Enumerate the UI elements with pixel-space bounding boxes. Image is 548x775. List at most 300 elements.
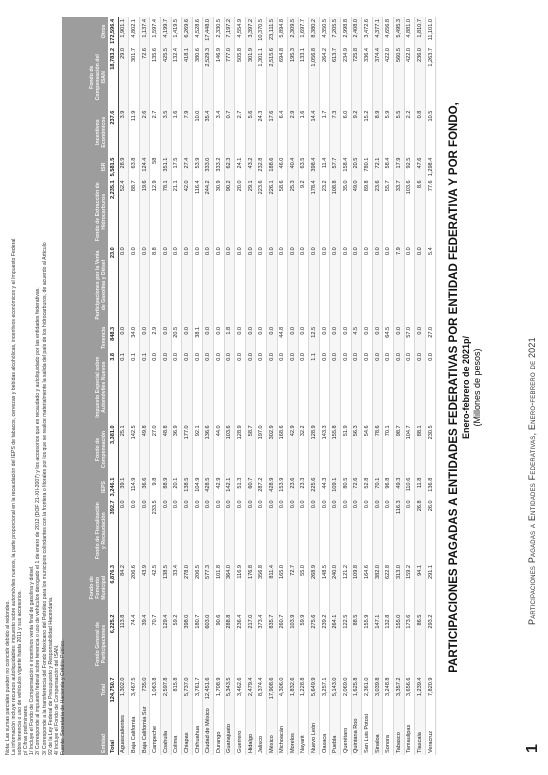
value-cell: 1,697.7 xyxy=(298,17,309,46)
value-cell: 49.0 xyxy=(351,178,362,245)
value-cell: 1,419.5 xyxy=(171,17,182,46)
value-cell: 0.1 xyxy=(129,351,140,423)
total-row xyxy=(108,17,118,755)
value-cell: 0.0 xyxy=(118,245,129,325)
value-cell: 116.9 xyxy=(235,563,246,613)
value-cell: 33.4 xyxy=(171,563,182,613)
table-row xyxy=(118,17,129,755)
value-cell: 0.0 xyxy=(319,245,330,325)
value-cell: 128.9 xyxy=(235,423,246,475)
value-cell: 72.1 xyxy=(372,156,383,179)
value-cell: 55.7 xyxy=(383,178,394,245)
value-cell: 811.4 xyxy=(266,563,277,613)
value-cell: 0.0 xyxy=(330,245,341,325)
state-cell: Baja California xyxy=(129,704,140,755)
value-cell: 287.2 xyxy=(256,476,267,499)
value-cell: 288.8 xyxy=(224,613,235,676)
table-row xyxy=(192,17,203,755)
value-cell xyxy=(436,178,437,245)
value-cell: 1,832.6 xyxy=(288,675,299,704)
value-cell: 92.5 xyxy=(404,156,415,179)
column-header: Total xyxy=(62,675,108,704)
value-cell: 46.0 xyxy=(277,156,288,179)
value-cell: 0.0 xyxy=(415,245,426,325)
value-cell: 23.6 xyxy=(288,476,299,499)
value-cell: 88.1 xyxy=(415,423,426,475)
value-cell: 0.0 xyxy=(203,498,214,563)
value-cell: 96.8 xyxy=(383,476,394,499)
value-cell: 236.4 xyxy=(235,613,246,676)
table-container xyxy=(59,17,437,755)
value-cell: 0.0 xyxy=(288,325,299,351)
state-cell xyxy=(436,704,437,755)
value-cell: 35.4 xyxy=(203,109,214,156)
value-cell: 25.3 xyxy=(288,178,299,245)
value-cell: 197.0 xyxy=(256,423,267,475)
value-cell: 0.0 xyxy=(235,325,246,351)
state-cell: Campeche xyxy=(150,704,161,755)
column-header: Fondo de Fiscalización y Recaudación xyxy=(62,498,108,563)
value-cell: 11.4 xyxy=(319,156,330,179)
value-cell: 147.1 xyxy=(372,613,383,676)
value-cell: 51.9 xyxy=(341,423,352,475)
value-cell: 148.5 xyxy=(319,563,330,613)
table-row xyxy=(235,17,246,755)
value-cell: 24.3 xyxy=(256,109,267,156)
value-cell xyxy=(436,476,437,499)
value-cell: 3.8 xyxy=(108,351,118,423)
state-cell: Puebla xyxy=(330,704,341,755)
value-cell: 398.4 xyxy=(309,156,320,179)
value-cell: 225.6 xyxy=(309,476,320,499)
value-cell xyxy=(436,498,437,563)
value-cell xyxy=(436,675,437,704)
value-cell: 72.6 xyxy=(351,476,362,499)
value-cell: 188.6 xyxy=(266,156,277,179)
value-cell: 1,228.8 xyxy=(298,675,309,704)
table-row xyxy=(298,17,309,755)
value-cell: 223.6 xyxy=(256,178,267,245)
column-header: Entidad xyxy=(62,704,108,755)
value-cell: 301.9 xyxy=(245,46,256,109)
value-cell: 2,361.0 xyxy=(362,675,373,704)
value-cell: 0.0 xyxy=(245,351,256,423)
value-cell: 4,350.5 xyxy=(319,17,330,46)
value-cell: 206.6 xyxy=(129,563,140,613)
value-cell: 116.4 xyxy=(192,178,203,245)
value-cell: 35.0 xyxy=(341,178,352,245)
column-header: ISR xyxy=(62,156,108,179)
column-header: Fondo de Compensación del ISAN xyxy=(62,46,108,109)
value-cell: 24.1 xyxy=(235,156,246,179)
value-cell: 88.9 xyxy=(160,476,171,499)
value-cell: 268.9 xyxy=(309,563,320,613)
column-header: IEPS xyxy=(62,476,108,499)
value-cell: 0.0 xyxy=(235,498,246,563)
state-cell: Aguascalientes xyxy=(118,704,129,755)
value-cell: 0.0 xyxy=(383,245,394,325)
value-cell: 0.0 xyxy=(288,351,299,423)
table-row xyxy=(171,17,182,755)
value-cell: 0.0 xyxy=(192,498,203,563)
value-cell: 0.1 xyxy=(139,351,150,423)
value-cell: 234.9 xyxy=(341,46,352,109)
value-cell: 577.3 xyxy=(203,563,214,613)
state-cell: Guerrero xyxy=(235,704,246,755)
value-cell: 29.0 xyxy=(118,46,129,109)
value-cell: 52.4 xyxy=(118,178,129,245)
value-cell: 264.2 xyxy=(319,46,330,109)
value-cell: 0.0 xyxy=(362,325,373,351)
value-cell: 3,381.0 xyxy=(108,423,118,475)
page-number: 1 xyxy=(524,744,541,753)
table-row xyxy=(245,17,256,755)
value-cell: 9.2 xyxy=(351,109,362,156)
value-cell: 333.0 xyxy=(203,156,214,179)
value-cell: 0.0 xyxy=(298,351,309,423)
running-header xyxy=(527,337,537,625)
state-cell: Tabasco xyxy=(394,704,405,755)
value-cell: 70.7 xyxy=(150,613,161,676)
header-row xyxy=(62,17,108,755)
value-cell: 11.9 xyxy=(129,109,140,156)
value-cell: 291.1 xyxy=(425,563,436,613)
value-cell: 64.5 xyxy=(383,325,394,351)
value-cell: 180.7 xyxy=(192,613,203,676)
value-cell: 6.0 xyxy=(341,109,352,156)
value-cell: 0.0 xyxy=(160,325,171,351)
state-cell: Michoacán xyxy=(277,704,288,755)
column-header: Participaciones por la Venta de Gasolina y Diésel xyxy=(62,245,108,325)
value-cell: 103.9 xyxy=(288,613,299,676)
value-cell: 138.5 xyxy=(160,563,171,613)
participaciones-table xyxy=(59,17,437,755)
value-cell: 5,649.9 xyxy=(309,675,320,704)
value-cell: 36.9 xyxy=(171,423,182,475)
value-cell: 5,737.0 xyxy=(182,675,193,704)
table-row xyxy=(266,17,277,755)
value-cell: 815.8 xyxy=(171,675,182,704)
value-cell: 94.1 xyxy=(415,563,426,613)
value-cell xyxy=(436,351,437,423)
value-cell: 20.5 xyxy=(351,156,362,179)
value-cell: 29.1 xyxy=(245,178,256,245)
value-cell: 0.0 xyxy=(277,498,288,563)
value-cell: 275.6 xyxy=(309,613,320,676)
value-cell xyxy=(436,245,437,325)
value-cell: 422.0 xyxy=(383,46,394,109)
value-cell: 0.0 xyxy=(341,325,352,351)
table-row xyxy=(372,17,383,755)
value-cell: 0.0 xyxy=(224,245,235,325)
value-cell: 0.0 xyxy=(298,245,309,325)
value-cell: 58.6 xyxy=(277,178,288,245)
value-cell: 0.0 xyxy=(362,498,373,563)
value-cell: 23.0 xyxy=(108,245,118,325)
value-cell: 0.0 xyxy=(404,498,415,563)
value-cell: 0.0 xyxy=(245,245,256,325)
value-cell: 3,246.1 xyxy=(108,476,118,499)
value-cell xyxy=(436,46,437,109)
value-cell: 10.5 xyxy=(425,109,436,156)
table-row xyxy=(256,17,267,755)
value-cell: 233.5 xyxy=(150,498,161,563)
state-cell: Colima xyxy=(171,704,182,755)
value-cell: 42.9 xyxy=(288,423,299,475)
value-cell: 20.0 xyxy=(235,178,246,245)
value-cell: 92.1 xyxy=(192,423,203,475)
value-cell: 0.0 xyxy=(245,325,256,351)
value-cell: 5,894.8 xyxy=(277,17,288,46)
value-cell: 173.6 xyxy=(404,613,415,676)
value-cell: 2.9 xyxy=(288,109,299,156)
value-cell: 62.3 xyxy=(224,156,235,179)
value-cell: 777.0 xyxy=(224,46,235,109)
value-cell: 51.3 xyxy=(235,476,246,499)
value-cell: 425.5 xyxy=(160,46,171,109)
table-row xyxy=(394,17,405,755)
value-cell: 124.4 xyxy=(139,156,150,179)
value-cell: 34.0 xyxy=(129,325,140,351)
value-cell: 0.0 xyxy=(372,325,383,351)
value-cell: 7.9 xyxy=(394,245,405,325)
value-cell: 42.0 xyxy=(182,178,193,245)
value-cell: 136.8 xyxy=(425,476,436,499)
value-cell: 0.0 xyxy=(319,351,330,423)
value-cell: 122.5 xyxy=(341,613,352,676)
value-cell: 4,199.7 xyxy=(160,17,171,46)
value-cell: 0.0 xyxy=(171,245,182,325)
value-cell: 780.1 xyxy=(362,156,373,179)
footnote-line: 92 de la Ley Federal de Presupuesto y Responsabilidad Hacendaria. xyxy=(47,596,54,755)
value-cell: 0.0 xyxy=(256,351,267,423)
value-cell: 138.5 xyxy=(182,476,193,499)
value-cell: 178.4 xyxy=(309,178,320,245)
value-cell: 3,357.2 xyxy=(394,675,405,704)
value-cell: 0.0 xyxy=(160,498,171,563)
value-cell: 1.1 xyxy=(309,351,320,423)
column-header: Fondo de Extracción de Hidrocarburos xyxy=(62,178,108,245)
value-cell: 603.0 xyxy=(203,613,214,676)
value-cell: 2,235.1 xyxy=(108,178,118,245)
value-cell: 63.8 xyxy=(129,156,140,179)
value-cell: 1,302.0 xyxy=(118,675,129,704)
value-cell: 0.0 xyxy=(139,325,150,351)
units-label: (Millones de pesos) xyxy=(472,348,482,427)
value-cell: 27.4 xyxy=(182,156,193,179)
value-cell: 55.0 xyxy=(298,563,309,613)
column-header: Impuesto Especial sobre Automóviles Nuevos xyxy=(62,351,108,423)
value-cell: 155.0 xyxy=(394,613,405,676)
value-cell: 88.5 xyxy=(351,613,362,676)
value-cell: 195.3 xyxy=(288,46,299,109)
value-cell: 735.0 xyxy=(139,675,150,704)
value-cell: 98.7 xyxy=(394,423,405,475)
value-cell: 42.5 xyxy=(150,563,161,613)
state-cell: Sinaloa xyxy=(372,704,383,755)
footnote-line: Fuente: Secretaría de Hacienda y Crédito Público. xyxy=(59,639,66,755)
value-cell: 0.0 xyxy=(129,498,140,563)
state-cell: Morelos xyxy=(288,704,299,755)
value-cell: 116.3 xyxy=(394,498,405,563)
value-cell: 132.4 xyxy=(171,46,182,109)
value-cell: 0.0 xyxy=(203,325,214,351)
state-cell: Oaxaca xyxy=(319,704,330,755)
value-cell: 1,063.8 xyxy=(150,675,161,704)
value-cell: 0.0 xyxy=(362,245,373,325)
value-cell: 1,625.8 xyxy=(351,675,362,704)
value-cell: 0.0 xyxy=(309,498,320,563)
value-cell: 11,101.0 xyxy=(425,17,436,46)
table-row xyxy=(415,17,426,755)
value-cell: 44.0 xyxy=(213,423,224,475)
value-cell: 0.0 xyxy=(351,351,362,423)
value-cell: 0.0 xyxy=(245,498,256,563)
value-cell: 3.4 xyxy=(213,109,224,156)
state-cell: Chiapas xyxy=(182,704,193,755)
value-cell: 78.6 xyxy=(372,423,383,475)
value-cell: 0.0 xyxy=(425,351,436,423)
value-cell: 53.9 xyxy=(192,156,203,179)
value-cell: 0.0 xyxy=(351,245,362,325)
footnote-line: sobre tenencia o uso de vehículos vigente hasta 2011 y sus accesorios. xyxy=(17,590,24,755)
value-cell xyxy=(436,423,437,475)
value-cell: 0.0 xyxy=(415,351,426,423)
value-cell: 2,069.0 xyxy=(341,675,352,704)
value-cell: 27.0 xyxy=(150,423,161,475)
value-cell: 0.1 xyxy=(118,351,129,423)
value-cell: 155.8 xyxy=(330,423,341,475)
value-cell: 7.9 xyxy=(182,109,193,156)
value-cell: 302.9 xyxy=(266,423,277,475)
value-cell: 164.6 xyxy=(362,563,373,613)
value-cell: 2,998.8 xyxy=(341,17,352,46)
value-cell: 0.0 xyxy=(277,351,288,423)
table-row xyxy=(224,17,235,755)
value-cell: 7,820.9 xyxy=(425,675,436,704)
value-cell: 374.4 xyxy=(372,46,383,109)
value-cell: 176.8 xyxy=(245,563,256,613)
value-cell: 0.0 xyxy=(298,325,309,351)
column-header: Tenencia xyxy=(62,325,108,351)
value-cell xyxy=(436,563,437,613)
value-cell: 0.0 xyxy=(129,245,140,325)
value-cell: 0.0 xyxy=(266,498,277,563)
value-cell: 30.9 xyxy=(213,178,224,245)
value-cell: 0.0 xyxy=(298,498,309,563)
state-cell: Ciudad de México xyxy=(203,704,214,755)
value-cell: 101.8 xyxy=(213,563,224,613)
table-row xyxy=(288,17,299,755)
value-cell: 110.6 xyxy=(404,476,415,499)
value-cell xyxy=(436,156,437,179)
footnote-line: 2/ Corresponde al impuesto federal sobre tenencia o uso de vehículos derogado el 1 de enero de 2012 (DOF 21-XII-2007) y los accesorios que es recaudado y autoliquidado por las entidades federativas. xyxy=(35,287,42,755)
value-cell: 0.0 xyxy=(309,245,320,325)
value-cell: 32.2 xyxy=(298,423,309,475)
value-cell: 114.9 xyxy=(129,476,140,499)
value-cell: 63.5 xyxy=(298,156,309,179)
value-cell: 59.2 xyxy=(171,613,182,676)
value-cell: 0.0 xyxy=(118,325,129,351)
value-cell: 0.0 xyxy=(266,325,277,351)
value-cell: 0.0 xyxy=(235,245,246,325)
value-cell: 0.0 xyxy=(213,325,224,351)
value-cell: 0.0 xyxy=(383,351,394,423)
value-cell: 56.3 xyxy=(351,423,362,475)
value-cell: 84.2 xyxy=(118,563,129,613)
table-header xyxy=(59,17,108,755)
value-cell: 27.0 xyxy=(425,325,436,351)
value-cell: 70.1 xyxy=(372,476,383,499)
value-cell: 59.9 xyxy=(298,613,309,676)
value-cell: 70.1 xyxy=(383,423,394,475)
value-cell: 1,810.7 xyxy=(415,17,426,46)
value-cell: 4,306.0 xyxy=(277,675,288,704)
value-cell: 3,257.1 xyxy=(319,675,330,704)
value-cell: 0.0 xyxy=(394,325,405,351)
table-row xyxy=(277,17,288,755)
value-cell: 9.8 xyxy=(150,476,161,499)
value-cell: 0.0 xyxy=(160,351,171,423)
value-cell: 142.5 xyxy=(129,423,140,475)
value-cell: 1,901.1 xyxy=(118,17,129,46)
value-cell: 135.6 xyxy=(150,46,161,109)
state-cell: Durango xyxy=(213,704,224,755)
value-cell: 143.3 xyxy=(319,423,330,475)
value-cell: 57.7 xyxy=(330,156,341,179)
table-row xyxy=(351,17,362,755)
state-cell: Hidalgo xyxy=(245,704,256,755)
value-cell: 90.2 xyxy=(224,178,235,245)
value-cell: 33.7 xyxy=(394,178,405,245)
value-cell: 146.9 xyxy=(213,46,224,109)
value-cell: 0.0 xyxy=(182,351,193,423)
value-cell: 0.0 xyxy=(224,351,235,423)
value-cell: 301.7 xyxy=(129,46,140,109)
value-cell: 43.9 xyxy=(139,563,150,613)
state-cell: San Luis Potosí xyxy=(362,704,373,755)
value-cell: 3,472.6 xyxy=(362,17,373,46)
value-cell: 5,343.5 xyxy=(224,675,235,704)
value-cell: 89.8 xyxy=(362,178,373,245)
value-cell: 104.9 xyxy=(192,476,203,499)
value-cell: 217.0 xyxy=(245,613,256,676)
value-cell: 39.4 xyxy=(139,613,150,676)
value-cell: 0.0 xyxy=(192,245,203,325)
value-cell: 6,876.3 xyxy=(108,563,118,613)
value-cell: 1,298.4 xyxy=(425,156,436,179)
value-cell: 0.0 xyxy=(139,498,150,563)
value-cell: 278.0 xyxy=(182,563,193,613)
running-header-text: Participaciones Pagadas a Entidades Federativas, Enero-febrero de 2021 xyxy=(527,337,537,625)
value-cell: 835.7 xyxy=(266,613,277,676)
value-cell: 5.4 xyxy=(425,245,436,325)
value-cell: 2,597.8 xyxy=(160,675,171,704)
value-cell: 0.8 xyxy=(415,109,426,156)
value-cell: 168.6 xyxy=(277,423,288,475)
value-cell: 58.7 xyxy=(245,423,256,475)
value-cell: 4.5 xyxy=(351,325,362,351)
value-cell: 0.0 xyxy=(372,245,383,325)
state-cell: Nayarit xyxy=(298,704,309,755)
state-cell: Veracruz xyxy=(425,704,436,755)
value-cell: 2,479.4 xyxy=(245,675,256,704)
value-cell: 10,370.5 xyxy=(256,17,267,46)
value-cell: 47.6 xyxy=(415,156,426,179)
value-cell: 2.7 xyxy=(235,109,246,156)
value-cell: 2,330.5 xyxy=(213,17,224,46)
table-row xyxy=(362,17,373,755)
